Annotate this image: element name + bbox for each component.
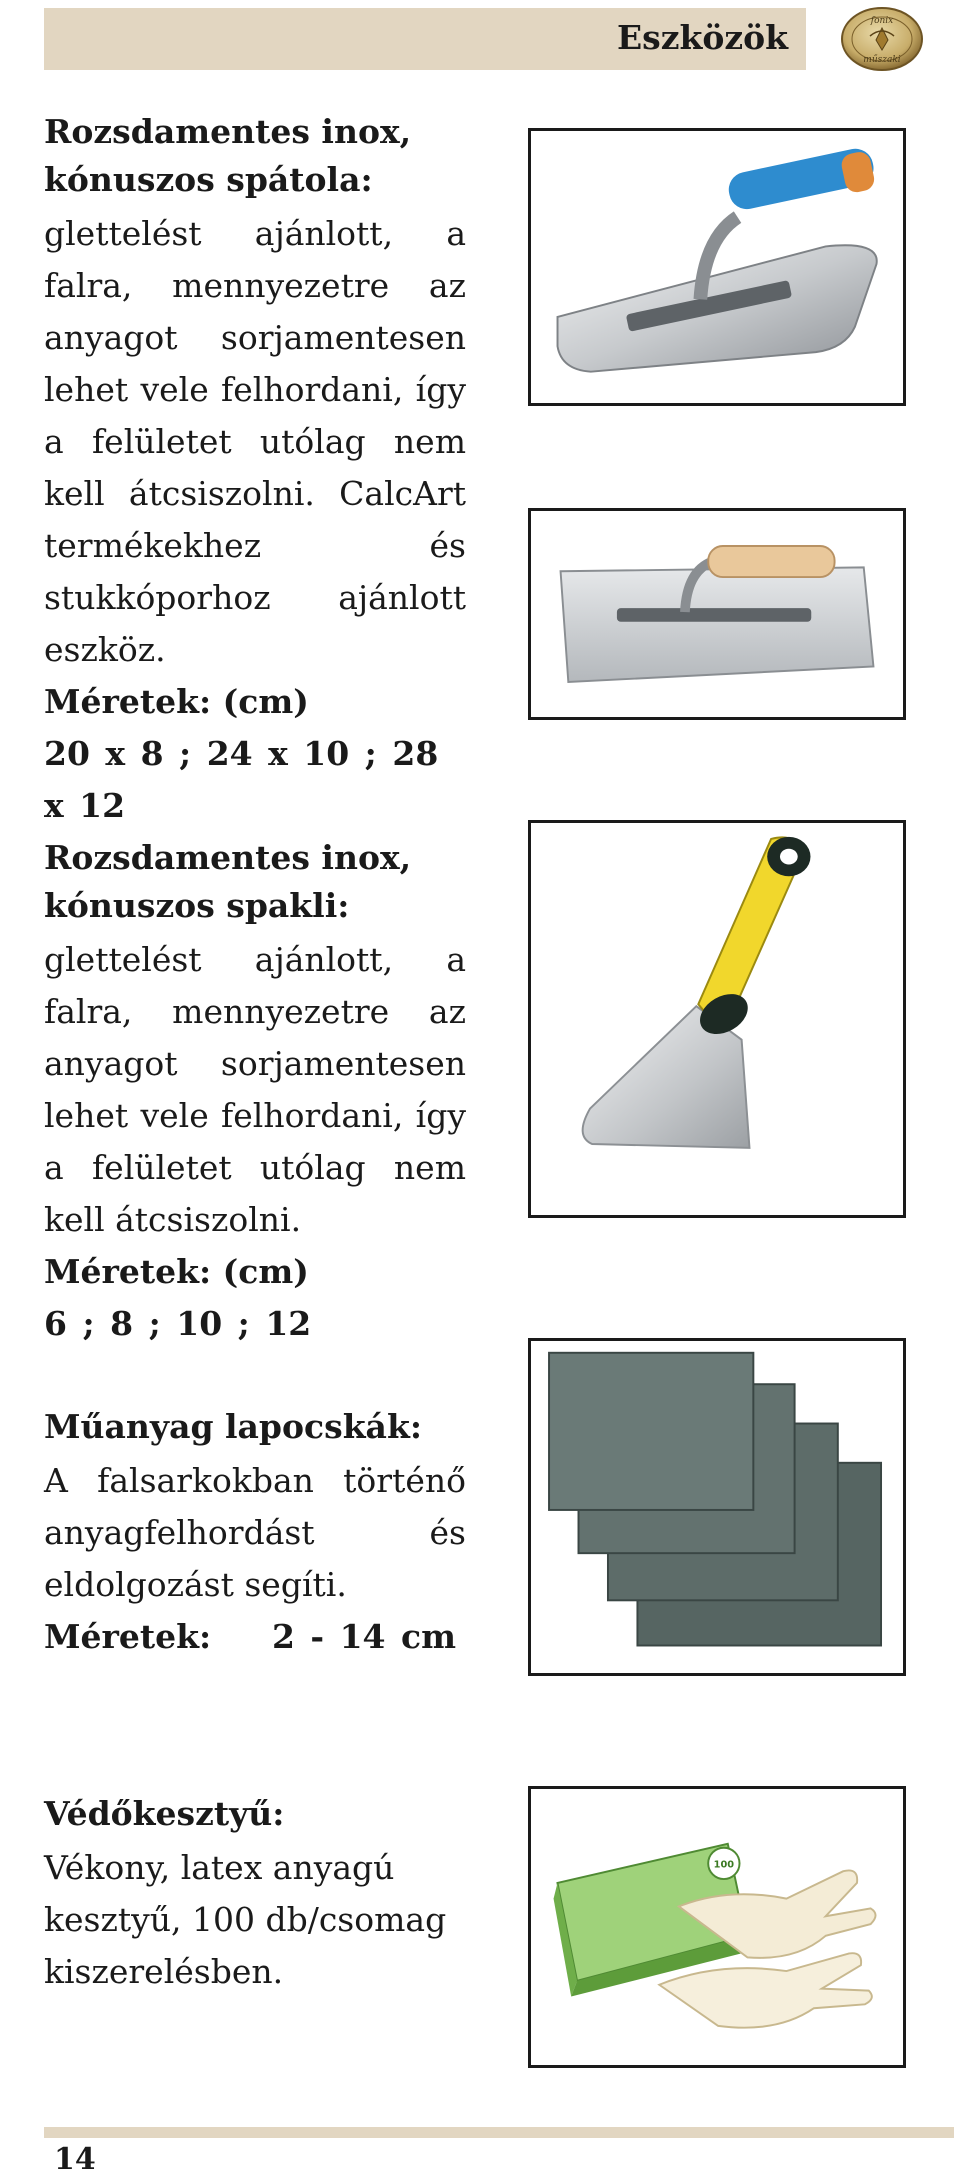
section-body: glettelést ajánlott, a falra, mennyezetre az anyagot sorjamentesen lehet vele felhordani, így a felületet utólag nem kell átcsiszolni. (44, 940, 466, 1239)
page-title: Eszközök (617, 18, 788, 57)
trowel-photo-wood-handle (528, 508, 906, 720)
header-bar (44, 8, 806, 70)
dimensions-values: 20 x 8 ; 24 x 10 ; 28 x 12 (44, 734, 439, 825)
section-heading: Védőkesztyű: (44, 1794, 285, 1833)
gloves-image (531, 1789, 903, 2065)
footer-bar (44, 2127, 954, 2138)
section-heading: Rozsdamentes inox, kónuszos spátola: (44, 112, 412, 199)
putty-knife-photo (528, 820, 906, 1218)
section-body: Vékony, latex anyagú kesztyű, 100 db/csomag kiszerelésben. (44, 1848, 447, 1991)
putty-knife-image (531, 823, 903, 1215)
trowel-wood-image (531, 511, 903, 717)
section-spatola (44, 108, 466, 832)
dimensions-label: Méretek: (cm) (44, 682, 309, 721)
dimensions-values: 6 ; 8 ; 10 ; 12 (44, 1304, 312, 1343)
dimensions-label: Méretek: (cm) (44, 1252, 309, 1291)
section-body: glettelést ajánlott, a falra, mennyezetre az anyagot sorjamentesen lehet vele felhordani, így a felületet utólag nem kell átcsiszolni. CalcArt termékekhez és stukkóporhoz ajánlott eszköz. (44, 214, 466, 669)
section-lapocskak (44, 1403, 466, 1663)
trowel-photo-blue-handle (528, 128, 906, 406)
section-heading: Rozsdamentes inox, kónuszos spakli: (44, 838, 412, 925)
logo-text-bottom: műszaki (863, 55, 901, 65)
trowel-blue-image (531, 131, 903, 403)
section-kesztyu (44, 1790, 466, 1998)
logo-text-top: fonix (870, 16, 894, 26)
plastic-spatulas-image (531, 1341, 903, 1673)
section-heading: Műanyag lapocskák: (44, 1407, 422, 1446)
glove-box-badge: 100 (713, 1859, 735, 1871)
dimensions-values: 2 - 14 cm (271, 1617, 456, 1656)
plastic-spatulas-photo (528, 1338, 906, 1676)
dimensions-label: Méretek: (44, 1617, 212, 1656)
dimensions-row (44, 1611, 456, 1663)
gloves-photo (528, 1786, 906, 2068)
page-number: 14 (54, 2142, 96, 2177)
fonix-logo (840, 6, 924, 72)
section-spakli (44, 834, 466, 1350)
section-body: A falsarkokban történő anyagfelhordást és eldolgozást segíti. (44, 1461, 466, 1604)
